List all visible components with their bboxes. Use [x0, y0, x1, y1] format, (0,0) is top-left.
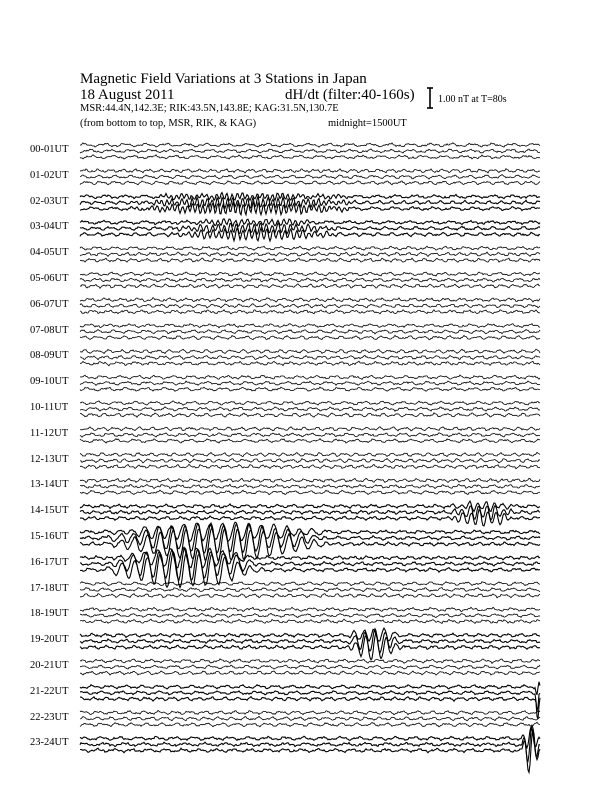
trace-msr [80, 413, 540, 418]
row-label: 18-19UT [30, 608, 69, 620]
trace-msr [80, 619, 540, 623]
trace-msr [80, 361, 540, 366]
row-label: 12-13UT [30, 453, 69, 465]
trace-rik [80, 548, 540, 580]
trace-rik [80, 355, 540, 359]
row-label: 13-14UT [30, 479, 69, 491]
trace-rik [80, 484, 540, 488]
trace-kag [80, 452, 540, 456]
row-group [80, 349, 540, 365]
trace-kag [80, 272, 540, 276]
chart-filter: dH/dt (filter:40-160s) [285, 87, 415, 103]
trace-kag [80, 427, 540, 431]
row-label: 04-05UT [30, 247, 69, 259]
trace-rik [80, 629, 540, 653]
row-label: 07-08UT [30, 324, 69, 336]
row-label: 23-24UT [30, 737, 69, 749]
trace-rik [80, 330, 540, 334]
row-group [80, 547, 540, 587]
trace-rik [80, 459, 540, 463]
row-group [80, 501, 540, 526]
row-label: 02-03UT [30, 195, 69, 207]
trace-rik [80, 433, 540, 437]
trace-rik [80, 716, 540, 720]
row-label: 20-21UT [30, 660, 69, 671]
trace-kag [80, 628, 540, 641]
trace-msr [80, 697, 540, 719]
trace-msr [80, 729, 540, 772]
trace-kag [80, 298, 540, 303]
row-group [80, 478, 540, 494]
row-group [80, 375, 540, 391]
station-order: (from bottom to top, MSR, RIK, & KAG) [80, 118, 257, 129]
traces [80, 143, 540, 773]
trace-rik [80, 407, 540, 411]
row-label: 14-15UT [30, 505, 69, 517]
trace-kag [80, 710, 540, 714]
trace-msr [80, 510, 540, 526]
trace-msr [80, 181, 540, 185]
row-label: 17-18UT [30, 582, 69, 594]
row-group [80, 219, 540, 241]
trace-kag [80, 324, 540, 328]
trace-msr [80, 439, 540, 444]
trace-msr [80, 310, 540, 314]
trace-rik [80, 381, 540, 385]
row-group [80, 272, 540, 288]
trace-msr [80, 155, 540, 159]
row-group [80, 324, 540, 340]
row-label: 01-02UT [30, 169, 69, 181]
row-group [80, 582, 540, 598]
row-group [80, 298, 540, 314]
row-label: 19-20UT [30, 634, 69, 646]
trace-msr [80, 387, 540, 391]
row-label: 22-23UT [30, 711, 69, 723]
trace-kag [80, 659, 540, 664]
row-group [80, 401, 540, 417]
row-label: 00-01UT [30, 144, 69, 155]
trace-kag [80, 169, 540, 173]
row-label: 11-12UT [30, 427, 69, 439]
row-label: 09-10UT [30, 376, 69, 388]
row-group [80, 193, 540, 215]
row-group [80, 143, 540, 159]
trace-rik [80, 588, 540, 592]
chart-title: Magnetic Field Variations at 3 Stations in Japan [80, 71, 367, 87]
row-label: 21-22UT [30, 685, 69, 697]
trace-rik [80, 613, 540, 617]
trace-msr [80, 722, 540, 727]
row-group [80, 246, 540, 262]
trace-kag [80, 219, 540, 227]
trace-rik [80, 278, 540, 282]
trace-kag [80, 246, 540, 250]
row-label: 03-04UT [30, 221, 69, 233]
scale-label: 1.00 nT at T=80s [438, 94, 507, 105]
row-label: 05-06UT [30, 273, 69, 284]
trace-rik [80, 523, 540, 553]
trace-msr [80, 258, 540, 262]
row-group [80, 726, 540, 773]
trace-kag [80, 401, 540, 405]
midnight-note: midnight=1500UT [328, 118, 407, 129]
row-group [80, 522, 540, 560]
trace-msr [80, 671, 540, 675]
trace-kag [80, 193, 540, 201]
row-group [80, 169, 540, 185]
trace-kag [80, 375, 540, 379]
trace-msr [80, 490, 540, 495]
trace-kag [80, 349, 540, 353]
trace-kag [80, 607, 540, 611]
row-group [80, 659, 540, 675]
trace-rik [80, 304, 540, 308]
trace-msr [80, 594, 540, 598]
row-group [80, 628, 540, 660]
scale-bar [427, 88, 433, 108]
trace-rik [80, 175, 540, 180]
trace-kag [80, 478, 540, 482]
row-label: 16-17UT [30, 556, 69, 568]
trace-msr [80, 284, 540, 288]
trace-rik [80, 726, 540, 762]
trace-kag [80, 143, 540, 147]
row-label: 08-09UT [30, 350, 69, 362]
trace-msr [80, 633, 540, 660]
trace-rik [80, 149, 540, 153]
row-group [80, 452, 540, 469]
chart-date: 18 August 2011 [80, 87, 175, 103]
row-group [80, 710, 540, 726]
row-label: 06-07UT [30, 298, 69, 310]
trace-kag [80, 582, 540, 586]
station-coordinates: MSR:44.4N,142.3E; RIK:43.5N,143.8E; KAG:31.5N,130.7E [80, 103, 339, 114]
row-group [80, 427, 540, 443]
trace-rik [80, 665, 540, 669]
trace-msr [80, 464, 540, 469]
row-group [80, 607, 540, 623]
trace-msr [80, 335, 540, 339]
trace-rik [80, 252, 540, 256]
row-label: 15-16UT [30, 531, 69, 542]
row-label: 10-11UT [30, 402, 69, 413]
